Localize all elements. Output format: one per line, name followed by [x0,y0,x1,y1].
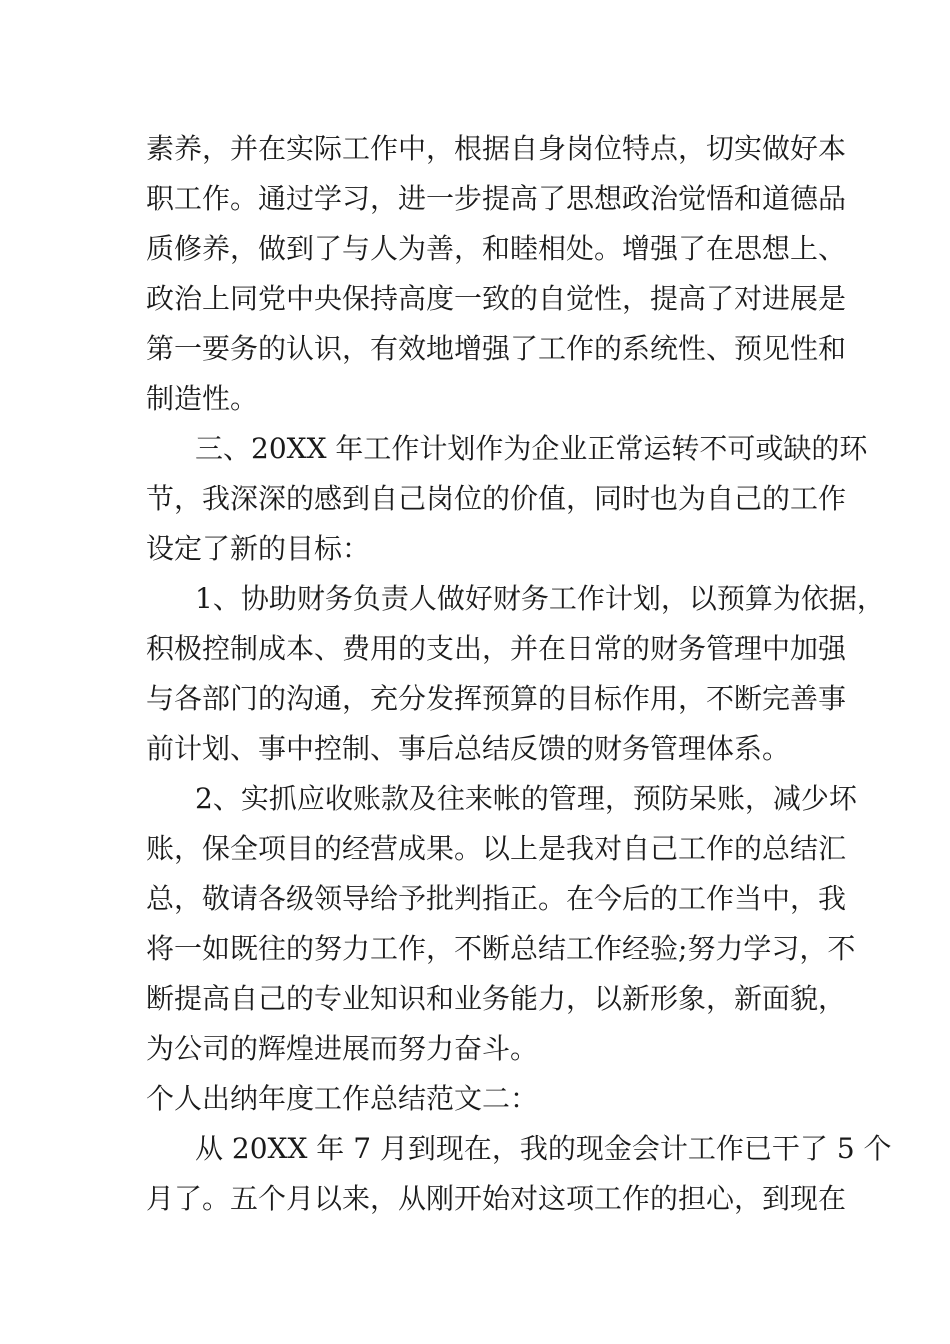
text-line: 将一如既往的努力工作，不断总结工作经验;努力学习，不 [146,932,856,965]
text-line: 积极控制成本、费用的支出，并在日常的财务管理中加强 [146,632,847,665]
text-line: 为公司的辉煌进展而努力奋斗。 [146,1032,539,1065]
section-title: 个人出纳年度工作总结范文二： [146,1082,539,1115]
text-line: 制造性。 [146,382,259,415]
list-item-2: 2、实抓应收账款及往来帐的管理，预防呆账，减少坏 [195,782,857,815]
text-line: 质修养，做到了与人为善，和睦相处。增强了在思想上、 [146,232,847,265]
text-line: 前计划、事中控制、事后总结反馈的财务管理体系。 [146,732,791,765]
text-line: 第一要务的认识，有效地增强了工作的系统性、预见性和 [146,332,847,365]
text-line: 账，保全项目的经营成果。以上是我对自己工作的总结汇 [146,832,847,865]
text-line: 月了。五个月以来，从刚开始对这项工作的担心，到现在 [146,1182,847,1215]
text-line: 政治上同党中央保持高度一致的自觉性，提高了对进展是 [146,282,847,315]
text-line: 职工作。通过学习，进一步提高了思想政治觉悟和道德品 [146,182,847,215]
text-line: 设定了新的目标： [146,532,371,565]
text-line: 从 20XX 年 7 月到现在，我的现金会计工作已干了 5 个 [195,1132,892,1165]
text-line: 素养，并在实际工作中，根据自身岗位特点，切实做好本 [146,132,847,165]
text-line: 断提高自己的专业知识和业务能力，以新形象，新面貌， [146,982,847,1015]
section-heading-plan: 三、20XX 年工作计划作为企业正常运转不可或缺的环 [195,432,868,465]
list-item-1: 1、协助财务负责人做好财务工作计划，以预算为依据， [195,582,885,615]
text-line: 与各部门的沟通，充分发挥预算的目标作用，不断完善事 [146,682,847,715]
text-line: 节，我深深的感到自己岗位的价值，同时也为自己的工作 [146,482,847,515]
text-line: 总，敬请各级领导给予批判指正。在今后的工作当中，我 [146,882,847,915]
